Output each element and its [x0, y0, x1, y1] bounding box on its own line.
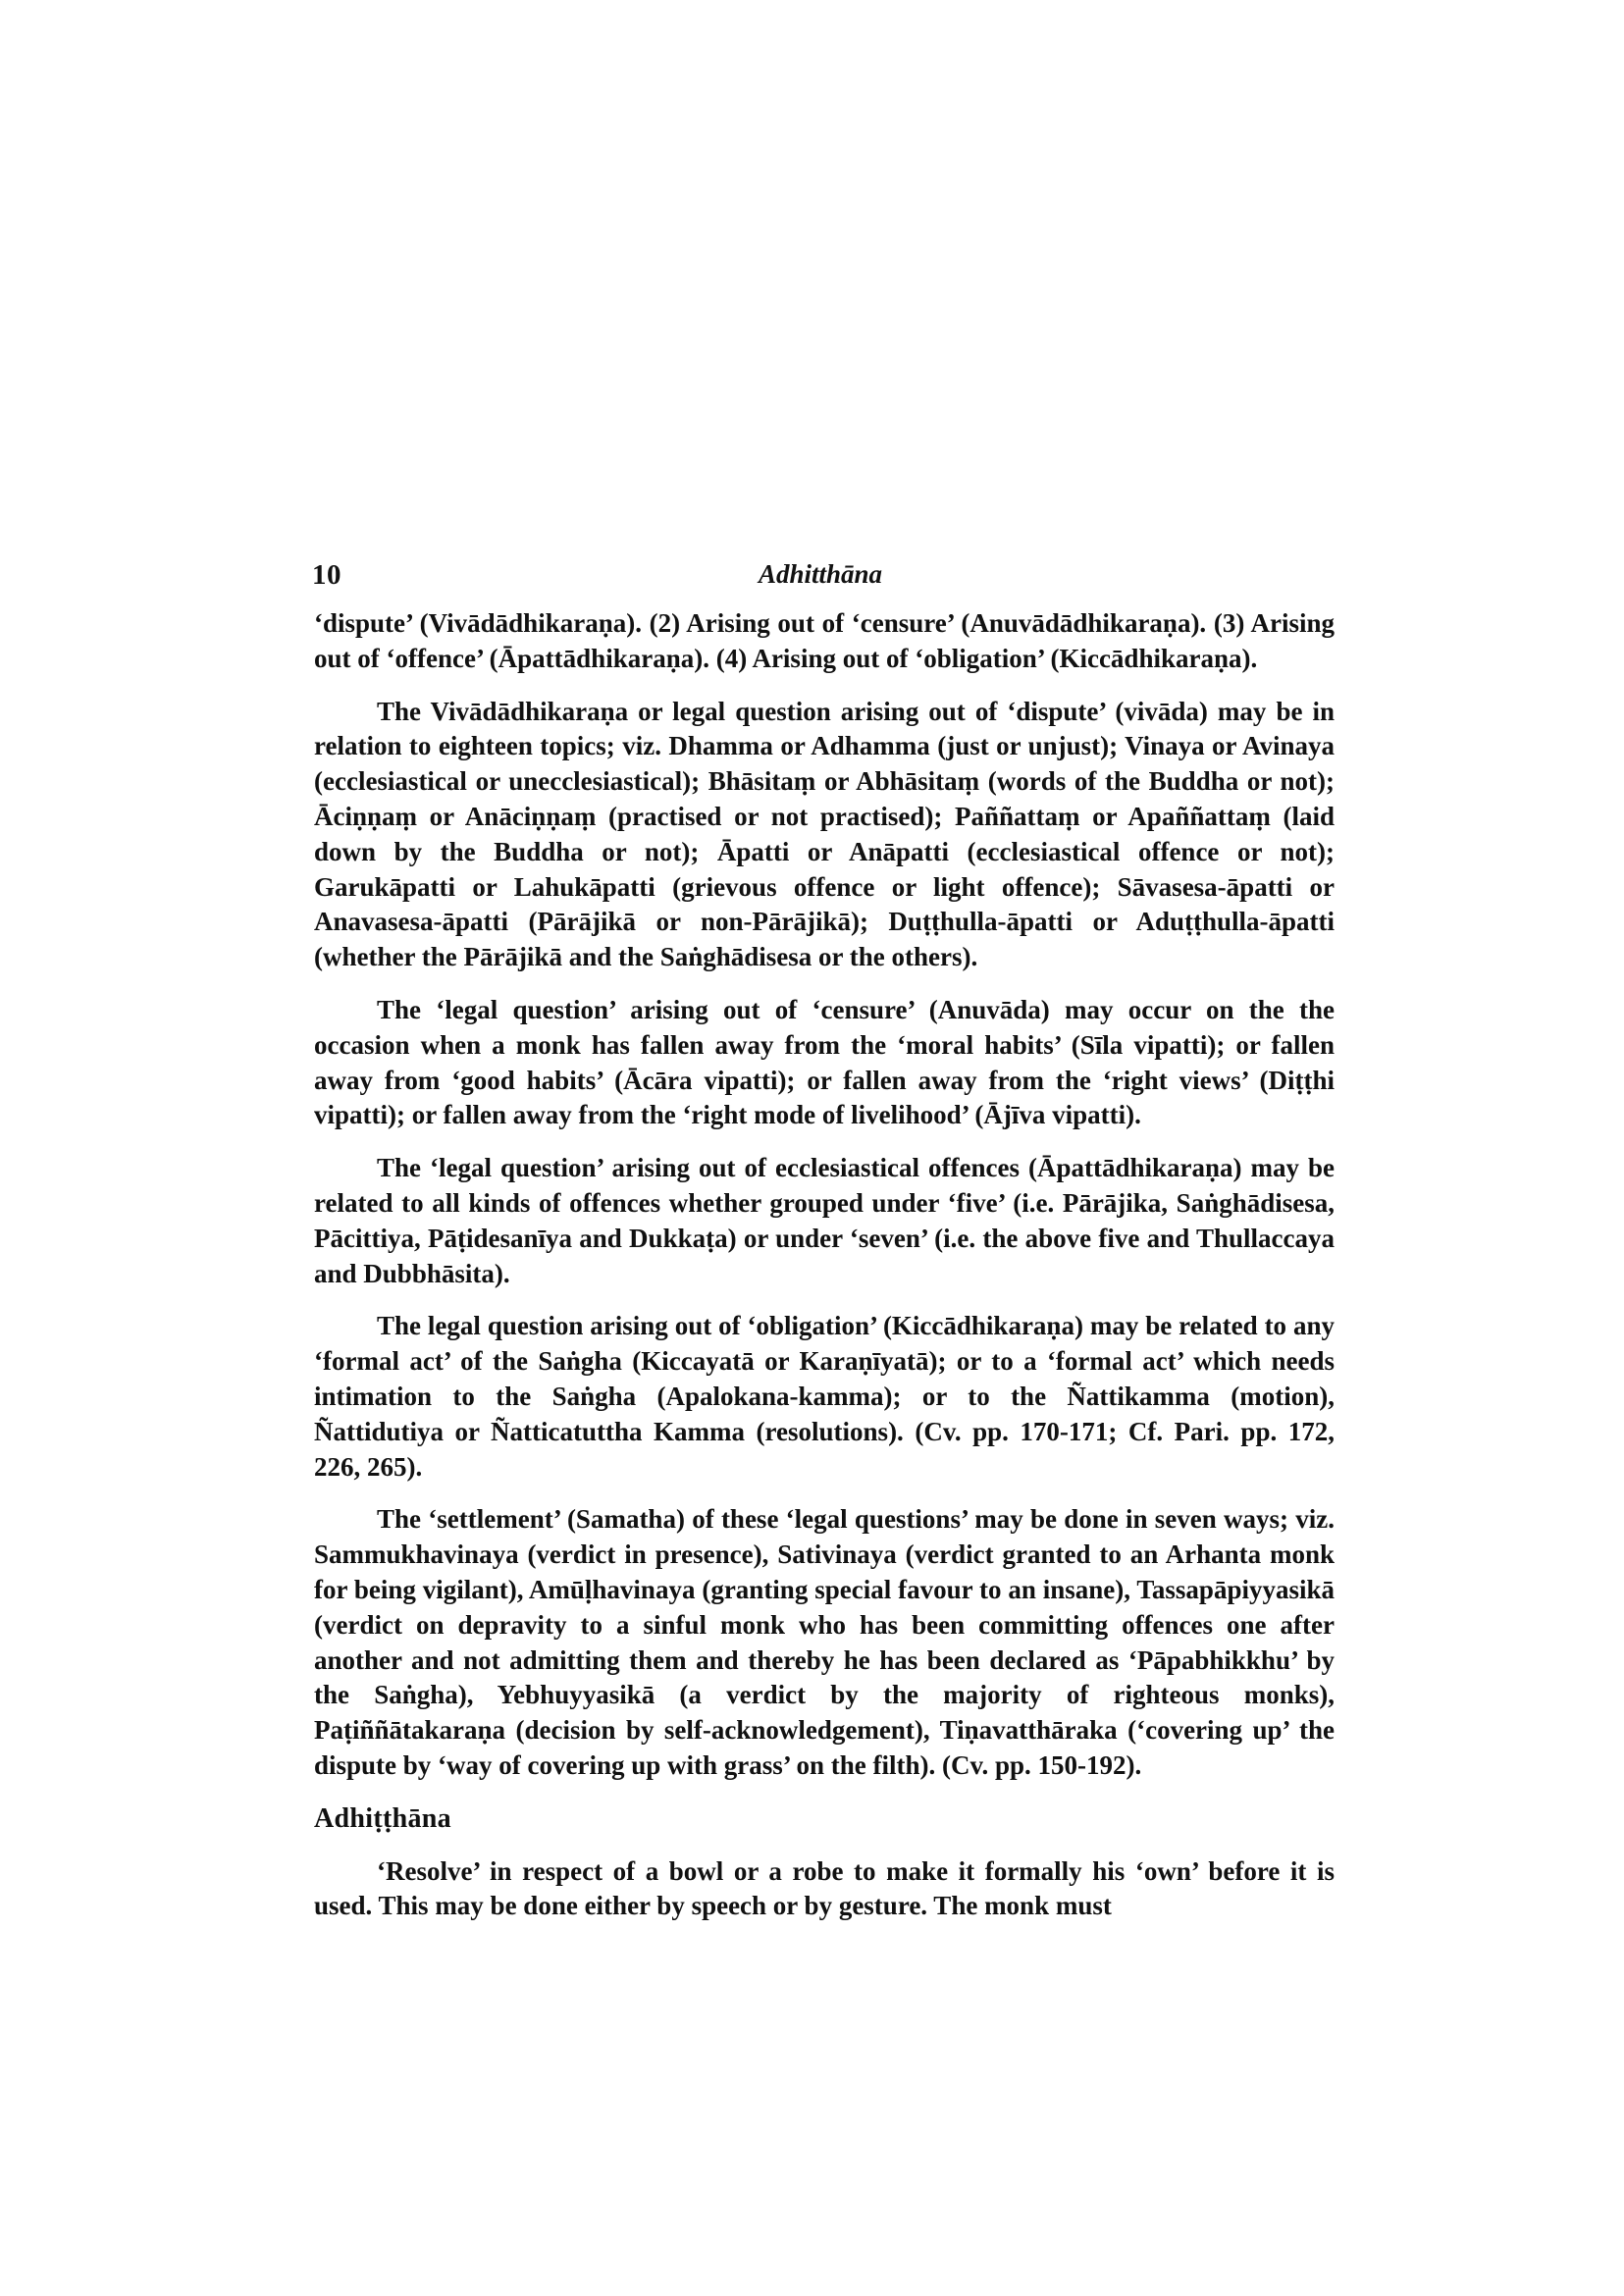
paragraph-apattadhikarana: The ‘legal question’ arising out of ecclesiastical offences (Āpattādhikaraṇa) may be related to all kinds of offences whether grouped under ‘five’ (i.e. Pārājika, Saṅghādisesa, Pācittiya, Pāṭidesanīya and Dukkaṭa) or under ‘seven’ (i.e. the above five and Thullaccaya and Dubbhāsita). — [314, 1153, 1335, 1288]
paragraph-anuvada: The ‘legal question’ arising out of ‘censure’ (Anuvāda) may occur on the the occasion when a monk has fallen away from the ‘moral habits’ (Sīla vipatti); or fallen away from ‘good habits’ (Ācāra vipatti); or fallen away from the ‘right views’ (Diṭṭhi vipatti); or fallen away from the ‘right mode of livelihood’ (Ājīva vipatti). — [314, 994, 1335, 1130]
running-title: Adhitthāna — [759, 559, 883, 589]
section-heading-adhitthana: Adhiṭṭhāna — [314, 1802, 451, 1834]
paragraph-vivadadhikarana: The Vivādādhikaraṇa or legal question arising out of ‘dispute’ (vivāda) may be in relation to eighteen topics; viz. Dhamma or Adhamma (just or unjust); Vinaya or Avinaya (ecclesiastical or unecclesiastical); Bhāsitaṃ or Abhāsitaṃ (words of the Buddha or not); Āciṇṇaṃ or Anāciṇṇaṃ (practised or not practised); Paññattaṃ or Apaññattaṃ (laid down by the Buddha or not); Āpatti or Anāpatti (ecclesiastical offence or not); Garukāpatti or Lahukāpatti (grievous offence or light offence); Sāvasesa-āpatti or Anavasesa-āpatti (Pārājikā or non-Pārājikā); Duṭṭhulla-āpatti or Aduṭṭhulla-āpatti (whether the Pārājikā and the Saṅghādisesa or the others). — [314, 696, 1335, 972]
paragraph-samatha: The ‘settlement’ (Samatha) of these ‘legal questions’ may be done in seven ways; viz. Sammukhavinaya (verdict in presence), Sativinaya (verdict granted to an Arhanta monk for being vigilant), Amūḷhavinaya (granting special favour to an insane), Tassapāpiyyasikā (verdict on depravity to a sinful monk who has been committing offences one after another and not admitting them and thereby he has been declared as ‘Pāpabhikkhu’ by the Saṅgha), Yebhuyyasikā (a verdict by the majority of righteous monks), Paṭiññātakaraṇa (decision by self-acknowledgement), Tiṇavatthāraka (‘covering up’ the dispute by ‘way of covering up with grass’ on the filth). (Cv. pp. 150-192). — [314, 1504, 1335, 1780]
paragraph-continuation: ‘dispute’ (Vivādādhikaraṇa). (2) Arising out of ‘censure’ (Anuvādādhikaraṇa). (3) Arising out of ‘offence’ (Āpattādhikaraṇa). (4) Arising out of ‘obligation’ (Kiccādhikaraṇa). — [314, 608, 1335, 673]
page-header — [312, 559, 1333, 604]
body-text — [314, 606, 1335, 1942]
paragraph-resolve: ‘Resolve’ in respect of a bowl or a robe to make it formally his ‘own’ before it is used. This may be done either by speech or by gesture. The monk must — [314, 1855, 1335, 1921]
paragraph-kiccadhikarana: The legal question arising out of ‘obligation’ (Kiccādhikaraṇa) may be related to any ‘formal act’ of the Saṅgha (Kiccayatā or Karaṇīyatā); or to a ‘formal act’ which needs intimation to the Saṅgha (Apalokana-kamma); or to the Ñattikamma (motion), Ñattidutiya or Ñatticatuttha Kamma (resolutions). (Cv. pp. 170-171; Cf. Pari. pp. 172, 226, 265). — [314, 1311, 1335, 1482]
page-number: 10 — [312, 559, 341, 591]
